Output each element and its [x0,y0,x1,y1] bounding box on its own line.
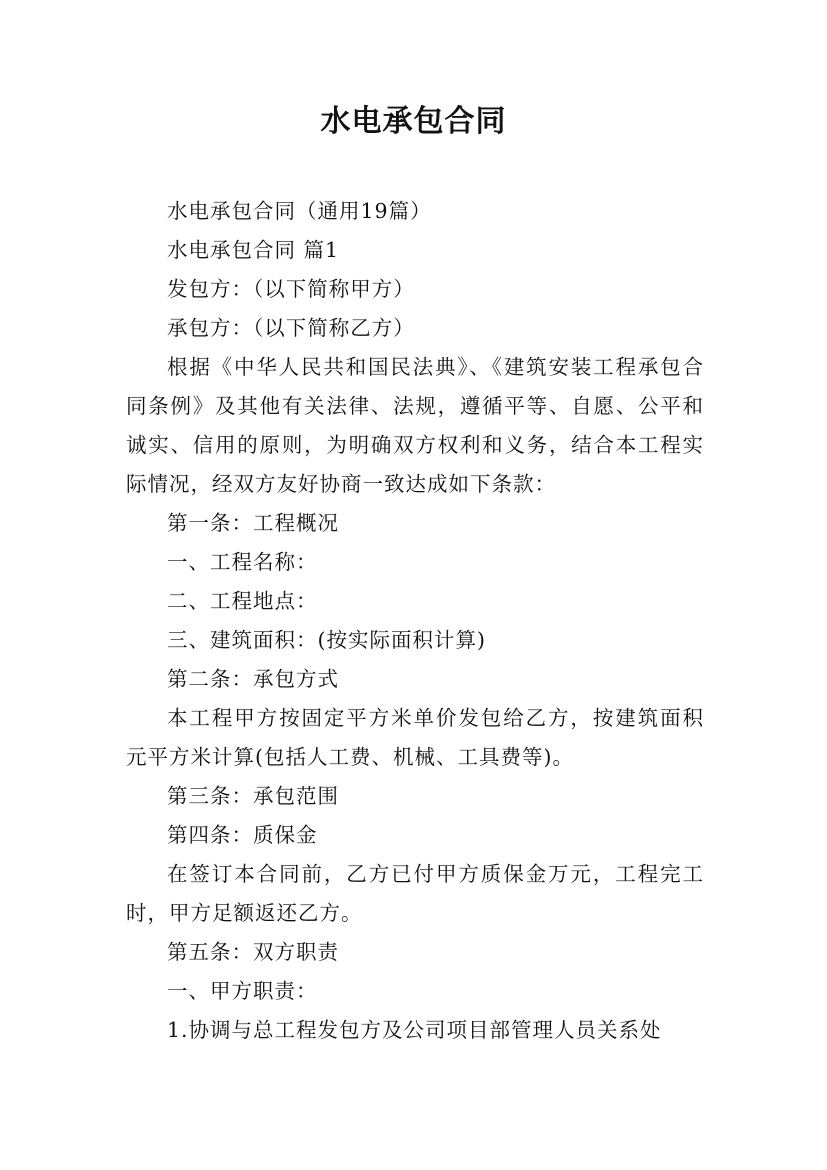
paragraph-article-2: 第二条：承包方式 [167,667,339,691]
paragraph-project-name: 一、工程名称： [167,550,318,574]
paragraph-project-location: 二、工程地点： [167,589,318,613]
paragraph-article-3: 第三条：承包范围 [167,784,339,808]
paragraph-subtitle: 水电承包合同（通用19篇） [167,199,432,223]
paragraph-article-1: 第一条：工程概况 [167,511,339,535]
paragraph-building-area: 三、建筑面积：(按实际面积计算) [167,628,486,652]
paragraph-duty-1: 1.协调与总工程发包方及公司项目部管理人员关系处 [167,1018,662,1042]
paragraph-party-a: 发包方：（以下简称甲方） [167,277,415,301]
paragraph-article-5: 第五条：双方职责 [167,940,339,964]
document-title: 水电承包合同 [320,104,507,139]
paragraph-section-heading: 水电承包合同 篇1 [167,238,340,262]
document-body [126,192,704,1050]
paragraph-deposit: 在签订本合同前，乙方已付甲方质保金万元，工程完工时，甲方足额返还乙方。 [126,862,704,925]
paragraph-preamble: 根据《中华人民共和国民法典》、《建筑安装工程承包合同条例》及其他有关法律、法规，遵循平等、自愿、公平和诚实、信用的原则，为明确双方权利和义务，结合本工程实际情况，经双方友好协商一致达成如下条款： [126,355,704,496]
paragraph-party-b: 承包方：（以下简称乙方） [167,316,415,340]
paragraph-article-4: 第四条：质保金 [167,823,318,847]
paragraph-contract-method: 本工程甲方按固定平方米单价发包给乙方，按建筑面积元平方米计算(包括人工费、机械、工具费等)。 [126,706,704,769]
paragraph-party-a-duties: 一、甲方职责： [167,979,318,1003]
